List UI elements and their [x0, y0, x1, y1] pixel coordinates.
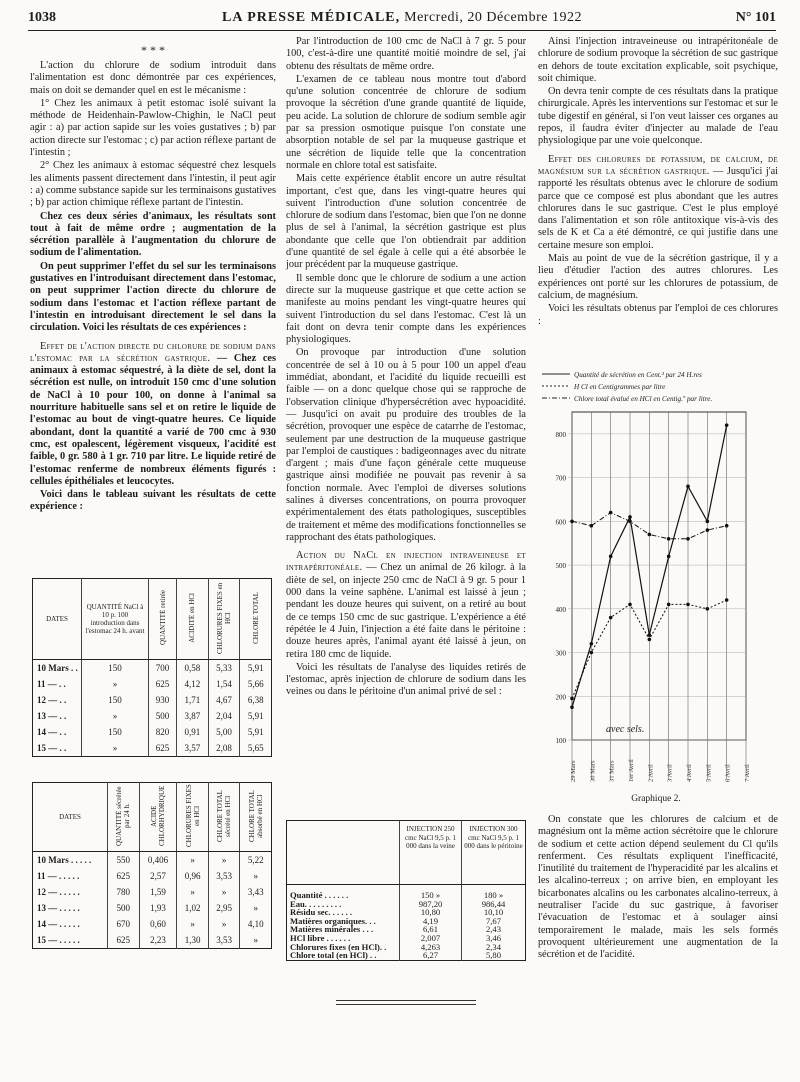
table-row: 15 — . . . . . 625 2,23 1,30 3,53 » [33, 932, 272, 949]
y-tick-label: 200 [555, 693, 566, 702]
table-header: CHLORURES FIXES en HCl [177, 783, 209, 852]
table-row: Eau. . . . . . . . . 987,20 986,44 [287, 900, 526, 909]
x-tick-label: 6 Avril [724, 764, 732, 782]
legend-entry: Quantité de sécrétion en Cent.³ par 24 H.res [574, 371, 702, 379]
x-tick-label: 3 Avril [666, 764, 674, 782]
y-tick-label: 100 [555, 737, 566, 745]
data-point [725, 524, 729, 528]
paragraph: On constate que les chlorures de calcium et de magnésium ont la même action sécrétoire que le chlorure de sodium et cette action dépend seulement du Cl qu'ils renferment. Ces résultats expliquent l'inefficacité, l'inutilité du traitement de l'hyperacidité par les alcalins et les alcalino-terreux ; on arrive bien, en employant les bicarbonates alcalins ou les carbonates alcalino-terreux, à neutraliser l'acide du suc gastrique, à favoriser l'évacuation de l'estomac et à soulager ainsi temporairement le malade, mais les sels formés provoquent ultérieurement une augmentation de la sécrétion et de l'acidité. [538, 814, 778, 961]
table-header: ACIDITÉ en HCl [177, 579, 209, 660]
data-point [686, 537, 690, 541]
section-heading: Effet de l'action directe du chlorure de sodium dans l'estomac par la sécrétion gastrique. [30, 340, 276, 364]
table-row: 10 Mars . . . . . 550 0,406 » » 5,22 [33, 852, 272, 869]
paragraph: Mais cette expérience établit encore un autre résultat important, c'est que, dans les vingt-quatre heures qui suivent l'introduction d'une solution concentrée de chlorure de sodium dans l'estomac, bien que l'on ne donne plus de sel à l'animal, la sécrétion gastrique est plus abondante que celle que l'on obtiendrait par addition d'une quantité de sel égale à celle qui a été absorbée le jour précédent par la muqueuse gastrique. [286, 173, 526, 271]
table-row: 14 — . . 150 820 0,91 5,00 5,91 [33, 724, 272, 740]
data-point [725, 423, 729, 427]
paragraph: Mais au point de vue de la sécrétion gastrique, il y a lieu d'étudier l'action des autres chlorures. Les expériences ont porté sur les chlorures de potassium, de calcium, de magnésium. [538, 253, 778, 301]
page-header [28, 8, 776, 31]
paragraph: On provoque par introduction d'une solution concentrée de sel à 10 ou à 5 pour 100 un appel d'eau immédiat, abondant, et l'acidité du liquide recueilli est faible — on a donc quelque chose qui se rapproche de l'observation clinique d'hypersécrétion avec hypoacidité. — Jusqu'ici on avait pu produire des troubles de la sécrétion, provoquer une espèce de catarrhe de l'estomac, seulement par une destruction de la muqueuse gastrique par l'emploi de caustiques : badigeonnages avec du nitrate d'argent ; mais d'une façon générale cette muqueuse gastrique ainsi modifiée ne pouvait pas revenir à sa fonction normale. Avec l'emploi de diverses solutions salines à diverses concentrations, on pourra provoquer expérimentalement des états pathologiques, susceptibles de traitement et même des modifications fonctionnelles se rapprochant des états pathologiques. [286, 347, 526, 543]
journal-title [28, 10, 776, 26]
section-heading: Effet des chlorures de potassium, de calcium, de magnésium sur la sécrétion gastrique. [538, 153, 778, 177]
section-heading: Action du NaCl en injection intraveineuse et intrapéritonéale. [286, 550, 526, 574]
y-tick-label: 300 [555, 649, 566, 658]
table-row: Matières minérales . . . 6,61 2,43 [287, 925, 526, 934]
x-tick-label: 30 Mars [589, 760, 597, 782]
data-point [609, 511, 613, 515]
graph-caption: Graphique 2. [631, 794, 681, 804]
table-header: CHLORE TOTAL absorbé en HCl [240, 783, 272, 852]
data-point [686, 603, 690, 607]
table-header-row [33, 579, 272, 660]
x-tick-label: 1er Avril [628, 759, 635, 782]
table-header: CHLORURES FIXES en HCl [208, 579, 240, 660]
y-tick-label: 400 [555, 605, 566, 614]
table-nacl-estomac [32, 578, 272, 757]
table-header: QUANTITÉ NaCl à 10 p. 100 introduction dans l'estomac 24 h. avant [82, 579, 149, 660]
paragraph: 1° Chez les animaux à petit estomac isolé suivant la méthode de Heidenhain-Pawlow-Chighin, le NaCl peut agir : a) par action sapide sur les voies gustatives ; b) par action directe sur l'estomac ; c) par action réflexe partant de l'intestin ; [30, 97, 276, 159]
data-point [667, 603, 671, 607]
table-header: INJECTION 300 cmc NaCl 9,5 p. 1 000 dans le péritoine [462, 821, 526, 885]
paragraph: On devra tenir compte de ces résultats dans la pratique chirurgicale. Après les interventions sur l'estomac et sur le tube digestif en général, si l'on veut laisser ces organes au repos, il faudra éviter d'injecter au malade de l'eau physiologique par une voie quelconque. [538, 86, 778, 147]
table-header: QUANTITÉ retirée [149, 579, 177, 660]
divider [336, 1000, 476, 1001]
paragraph: Voici dans le tableau suivant les résultats de cette expérience : [30, 489, 276, 513]
y-tick-label: 600 [555, 518, 566, 527]
paragraph: 2° Chez les animaux à estomac séquestré chez lesquels les aliments passent directement dans l'intestin, il peut agir : a) comme substance sapide sur les terminaisons gustatives ; b) par action chimique réflexe partant de l'intestin. [30, 160, 276, 209]
table-row: Résidu sec. . . . . . 10,80 10,10 [287, 908, 526, 917]
data-point [570, 520, 574, 524]
y-tick-label: 800 [555, 430, 566, 439]
table-header-row [287, 821, 526, 885]
x-tick-label: 4 Avril [686, 764, 693, 782]
paragraph: Voici les résultats de l'analyse des liquides retirés de l'estomac, après injection de chlorure de sodium dans les veines ou dans le péritoine d'un animal privé de sel : [286, 661, 526, 698]
table-secretion [32, 782, 272, 949]
table-row: 11 — . . » 625 4,12 1,54 5,66 [33, 676, 272, 692]
journal-name: LA PRESSE MÉDICALE, [222, 10, 401, 25]
table-row: 12 — . . 150 930 1,71 4,67 6,38 [33, 692, 272, 708]
table-header: DATES [33, 783, 108, 852]
table-row: 12 — . . . . . 780 1,59 » » 3,43 [33, 884, 272, 900]
x-tick-label: 7 Avril [744, 764, 751, 782]
legend-entry: H Cl en Centigrammes par litre [574, 383, 666, 391]
data-point [648, 533, 652, 537]
table-row: 10 Mars . . 150 700 0,58 5,33 5,91 [33, 660, 272, 677]
section-text: — Chez ces animaux à estomac séquestré, à la diète de sel, dont la sécrétion est nulle, on introduit 150 cmc d'une solution de NaCl à 10 pour 100, on donne à l'animal sa nourriture habituelle sans sel et on retire le liquide de l'estomac au bout de vingt-quatre heures. Ce liquide abondant, dont la quantité a varié de 700 cmc à 930 cmc, est opalescent, légèrement visqueux, l'acidité est faible, 0 gr. 580 à 1 gr. 710 par litre. Le liquide retiré de l'estomac renferme de nombreux éléments figurés : cellules épithéliales et leucocytes. [30, 352, 276, 487]
data-point [590, 524, 594, 528]
table-header: DATES [33, 579, 82, 660]
table-row: 13 — . . » 500 3,87 2,04 5,91 [33, 708, 272, 724]
x-tick-label: 29 Mars [570, 760, 577, 782]
data-point [667, 555, 671, 559]
x-tick-label: 2 Avril [647, 764, 655, 782]
paragraph: Ainsi l'injection intraveineuse ou intrapéritonéale de chlorure de sodium provoque la sécrétion de suc gastrique en dehors de toute excitation explicable, soit psychique, soit chimique. [538, 36, 778, 84]
issue-number: N° 101 [735, 10, 776, 25]
table-row: Matières organiques. . . 4,19 7,67 [287, 917, 526, 926]
issue-date: Mercredi, 20 Décembre 1922 [404, 10, 582, 25]
data-point [628, 515, 632, 519]
chart-graphique-2 [536, 360, 776, 792]
page-number: 1038 [28, 10, 56, 25]
table-row: Chlore total (en HCl) . . 6,27 5,80 [287, 951, 526, 960]
table-row: 11 — . . . . . 625 2,57 0,96 3,53 » [33, 868, 272, 884]
column-3-bottom [538, 814, 778, 962]
table-header: QUANTITÉ sécrétée par 24 h. [108, 783, 140, 852]
paragraph [30, 341, 276, 489]
data-point [609, 555, 613, 559]
paragraph: Voici les résultats obtenus par l'emploi de ces chlorures : [538, 303, 778, 327]
data-point [609, 616, 613, 620]
divider [336, 1004, 476, 1005]
data-point [570, 705, 574, 709]
section-text: — Chez un animal de 26 kilogr. à la diète de sel, on injecte 250 cmc de NaCl à 9 gr. 5 pour 1 000 dans la veine saphène. L'animal est laissé à jeun ; pendant les douze heures qui suivent, on a retiré au bout de ce temps 150 cmc de suc gastrique. L'expérience a été répétée le 4 Juin, l'injection a été faite dans le péritoine : douze heures après, l'animal ayant été laissé à jeun, on retira 180 cmc de liquide. [286, 562, 527, 660]
table-header-row [33, 783, 272, 852]
paragraph: L'action du chlorure de sodium introduit dans l'alimentation est donc démontrée par ces expériences, mais on doit se demander quel en est le mécanisme : [30, 60, 276, 96]
data-point [590, 642, 594, 646]
x-tick-label: 31 Mars [608, 760, 616, 782]
paragraph: Chez ces deux séries d'animaux, les résultats sont tout à fait de même ordre ; augmentation de la sécrétion parallèle à l'augmentation du chlorure de sodium de l'alimentation. [30, 210, 276, 259]
paragraph [538, 154, 778, 252]
data-point [686, 485, 690, 489]
section-text: — Jusqu'ici j'ai rapporté les résultats obtenus avec le chlorure de sodium parce que ce composé est plus abondant que les autres chlorures dans le suc gastrique. C'est le plus employé dans l'alimentation et son rôle antitoxique vis-à-vis des sels de K et Ca a été démontré, ce qui justifie dans une certaine mesure son emploi. [538, 165, 778, 251]
data-point [570, 697, 574, 701]
column-1 [30, 36, 276, 515]
table-row: 14 — . . . . . 670 0,60 » » 4,10 [33, 916, 272, 932]
table-row: 15 — . . » 625 3,57 2,08 5,65 [33, 740, 272, 757]
table-header: INJECTION 250 cmc NaCl 9,5 p. 1 000 dans la veine [400, 821, 462, 885]
data-point [725, 598, 729, 602]
y-tick-label: 700 [555, 474, 566, 483]
table-row: Quantité . . . . . . 150 » 180 » [287, 885, 526, 900]
table-row: Chlorures fixes (en HCl). . 4,263 2,34 [287, 943, 526, 952]
table-header: CHLORE TOTAL [240, 579, 272, 660]
data-point [706, 520, 710, 524]
data-point [706, 528, 710, 532]
table-header: CHLORE TOTAL sécrété en HCl [208, 783, 240, 852]
paragraph: On peut supprimer l'effet du sel sur les terminaisons gustatives en l'introduisant directement dans l'estomac, on peut supprimer l'action directe du chlorure de sodium dans l'estomac et l'action réflexe partant de l'intestin en introduisant directement le sel dans la circulation. Voici les résultats de ces expériences : [30, 260, 276, 334]
data-point [590, 651, 594, 655]
data-point [628, 520, 632, 524]
data-point [706, 607, 710, 611]
table-row: 13 — . . . . . 500 1,93 1,02 2,95 » [33, 900, 272, 916]
column-2 [286, 36, 526, 700]
paragraph: L'examen de ce tableau nous montre tout d'abord qu'une solution concentrée de chlorure de sodium provoque la sécrétion d'une grande quantité de liquide, peu acide. La solution de chlorure de sodium semble agir par sa pression osmotique puisque l'on constate une absorption notable de sel par la muqueuse gastrique et une sécrétion de liquide telle que la concentration normale en chlore total est satisfaite. [286, 73, 526, 171]
chart-annotation: avec sels. [606, 724, 645, 735]
y-tick-label: 500 [555, 562, 566, 571]
data-point [667, 537, 671, 541]
data-point [648, 638, 652, 642]
paragraph: Par l'introduction de 100 cmc de NaCl à 7 gr. 5 pour 100, c'est-à-dire une quantité moitié moindre de sel, j'ai obtenu des résultats de même ordre. [286, 36, 526, 72]
table-header [287, 821, 400, 885]
column-3 [538, 36, 778, 329]
table-row: HCl libre . . . . . . 2,007 3,46 [287, 934, 526, 943]
x-tick-label: 5 Avril [705, 764, 713, 782]
table-injection [286, 820, 526, 961]
table-header: ACIDE CHLORHYDRIQUE [139, 783, 177, 852]
paragraph [286, 550, 526, 661]
legend-entry: Chlore total évalué en HCl en Centig.º par litre. [574, 395, 713, 403]
paragraph: Il semble donc que le chlorure de sodium a une action directe sur la muqueuse gastrique et que cette action se manifeste au moins pendant les vingt-quatre heures qui suivent l'introduction du sel dans l'estomac. C'est là un fait dont on devra tenir compte dans les expériences physiologiques. [286, 272, 526, 346]
section-stars: * * * [141, 43, 165, 57]
data-point [628, 603, 632, 607]
